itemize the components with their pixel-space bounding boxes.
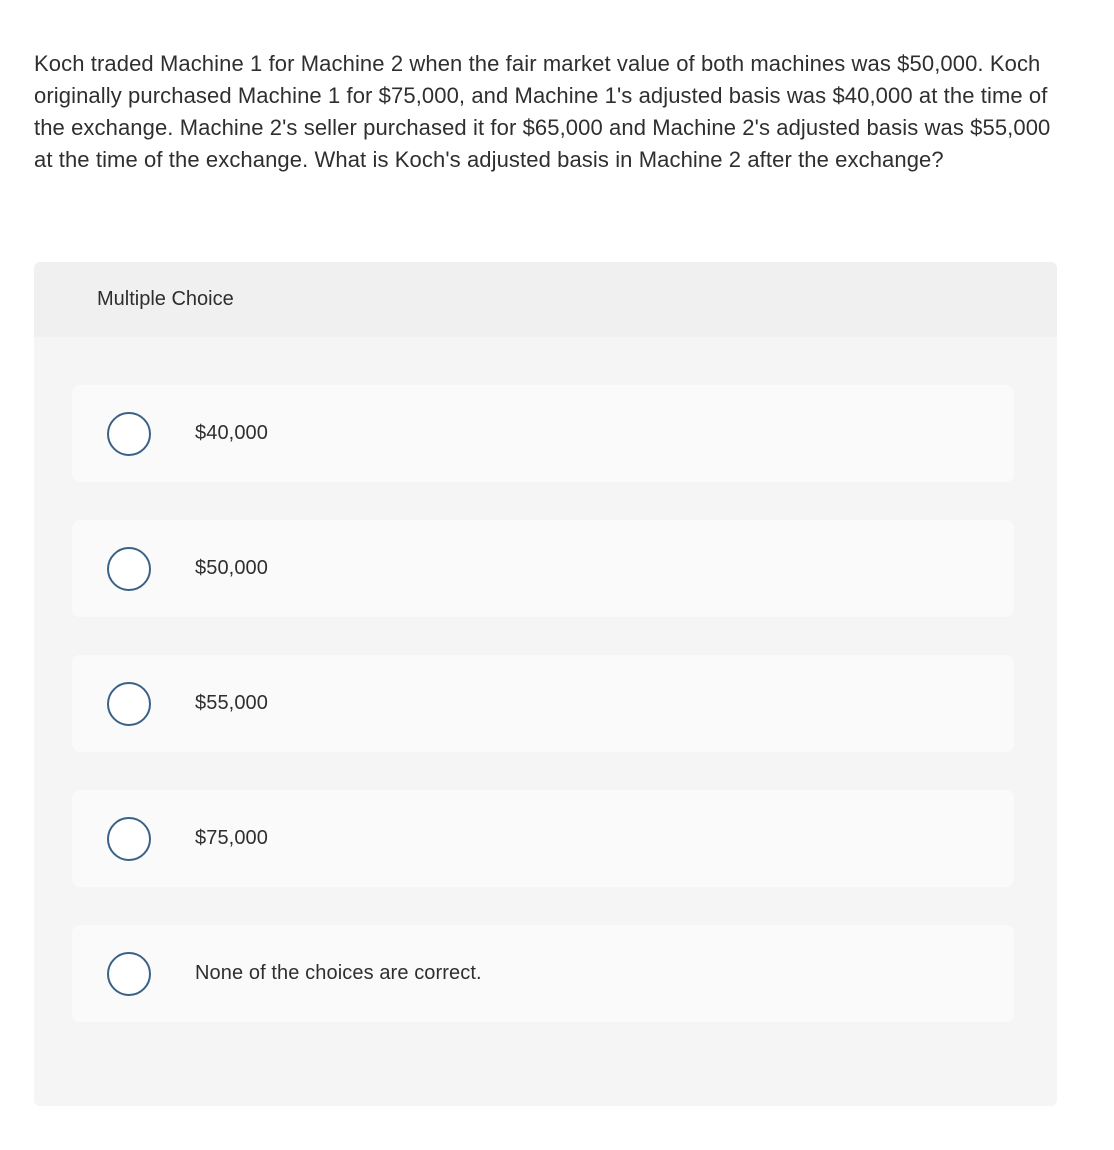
- answer-option-label: $75,000: [195, 827, 268, 849]
- answer-option-label: $50,000: [195, 557, 268, 579]
- answer-option[interactable]: [72, 790, 1014, 887]
- answer-option[interactable]: [72, 655, 1014, 752]
- question-type-header: [34, 262, 1057, 337]
- radio-button-icon[interactable]: [107, 412, 151, 456]
- multiple-choice-panel: [34, 262, 1057, 1106]
- answer-option-label: $55,000: [195, 692, 268, 714]
- answer-option[interactable]: [72, 925, 1014, 1022]
- radio-button-icon[interactable]: [107, 547, 151, 591]
- question-type-label: Multiple Choice: [97, 288, 234, 310]
- answer-option[interactable]: [72, 385, 1014, 482]
- answer-option[interactable]: [72, 520, 1014, 617]
- answer-option-label: $40,000: [195, 422, 268, 444]
- radio-button-icon[interactable]: [107, 682, 151, 726]
- radio-button-icon[interactable]: [107, 817, 151, 861]
- radio-button-icon[interactable]: [107, 952, 151, 996]
- answer-options-list: [34, 337, 1057, 1022]
- question-text: Koch traded Machine 1 for Machine 2 when the fair market value of both machines was $50,000. Koch originally purchased Machine 1 for $75,000, and Machine 1's adjusted basis was $40,000 at the time of the exchange. Machine 2's seller purchased it for $65,000 and Machine 2's adjusted basis was $55,000 at the time of the exchange. What is Koch's adjusted basis in Machine 2 after the exchange?: [34, 51, 1051, 172]
- answer-option-label: None of the choices are correct.: [195, 962, 482, 984]
